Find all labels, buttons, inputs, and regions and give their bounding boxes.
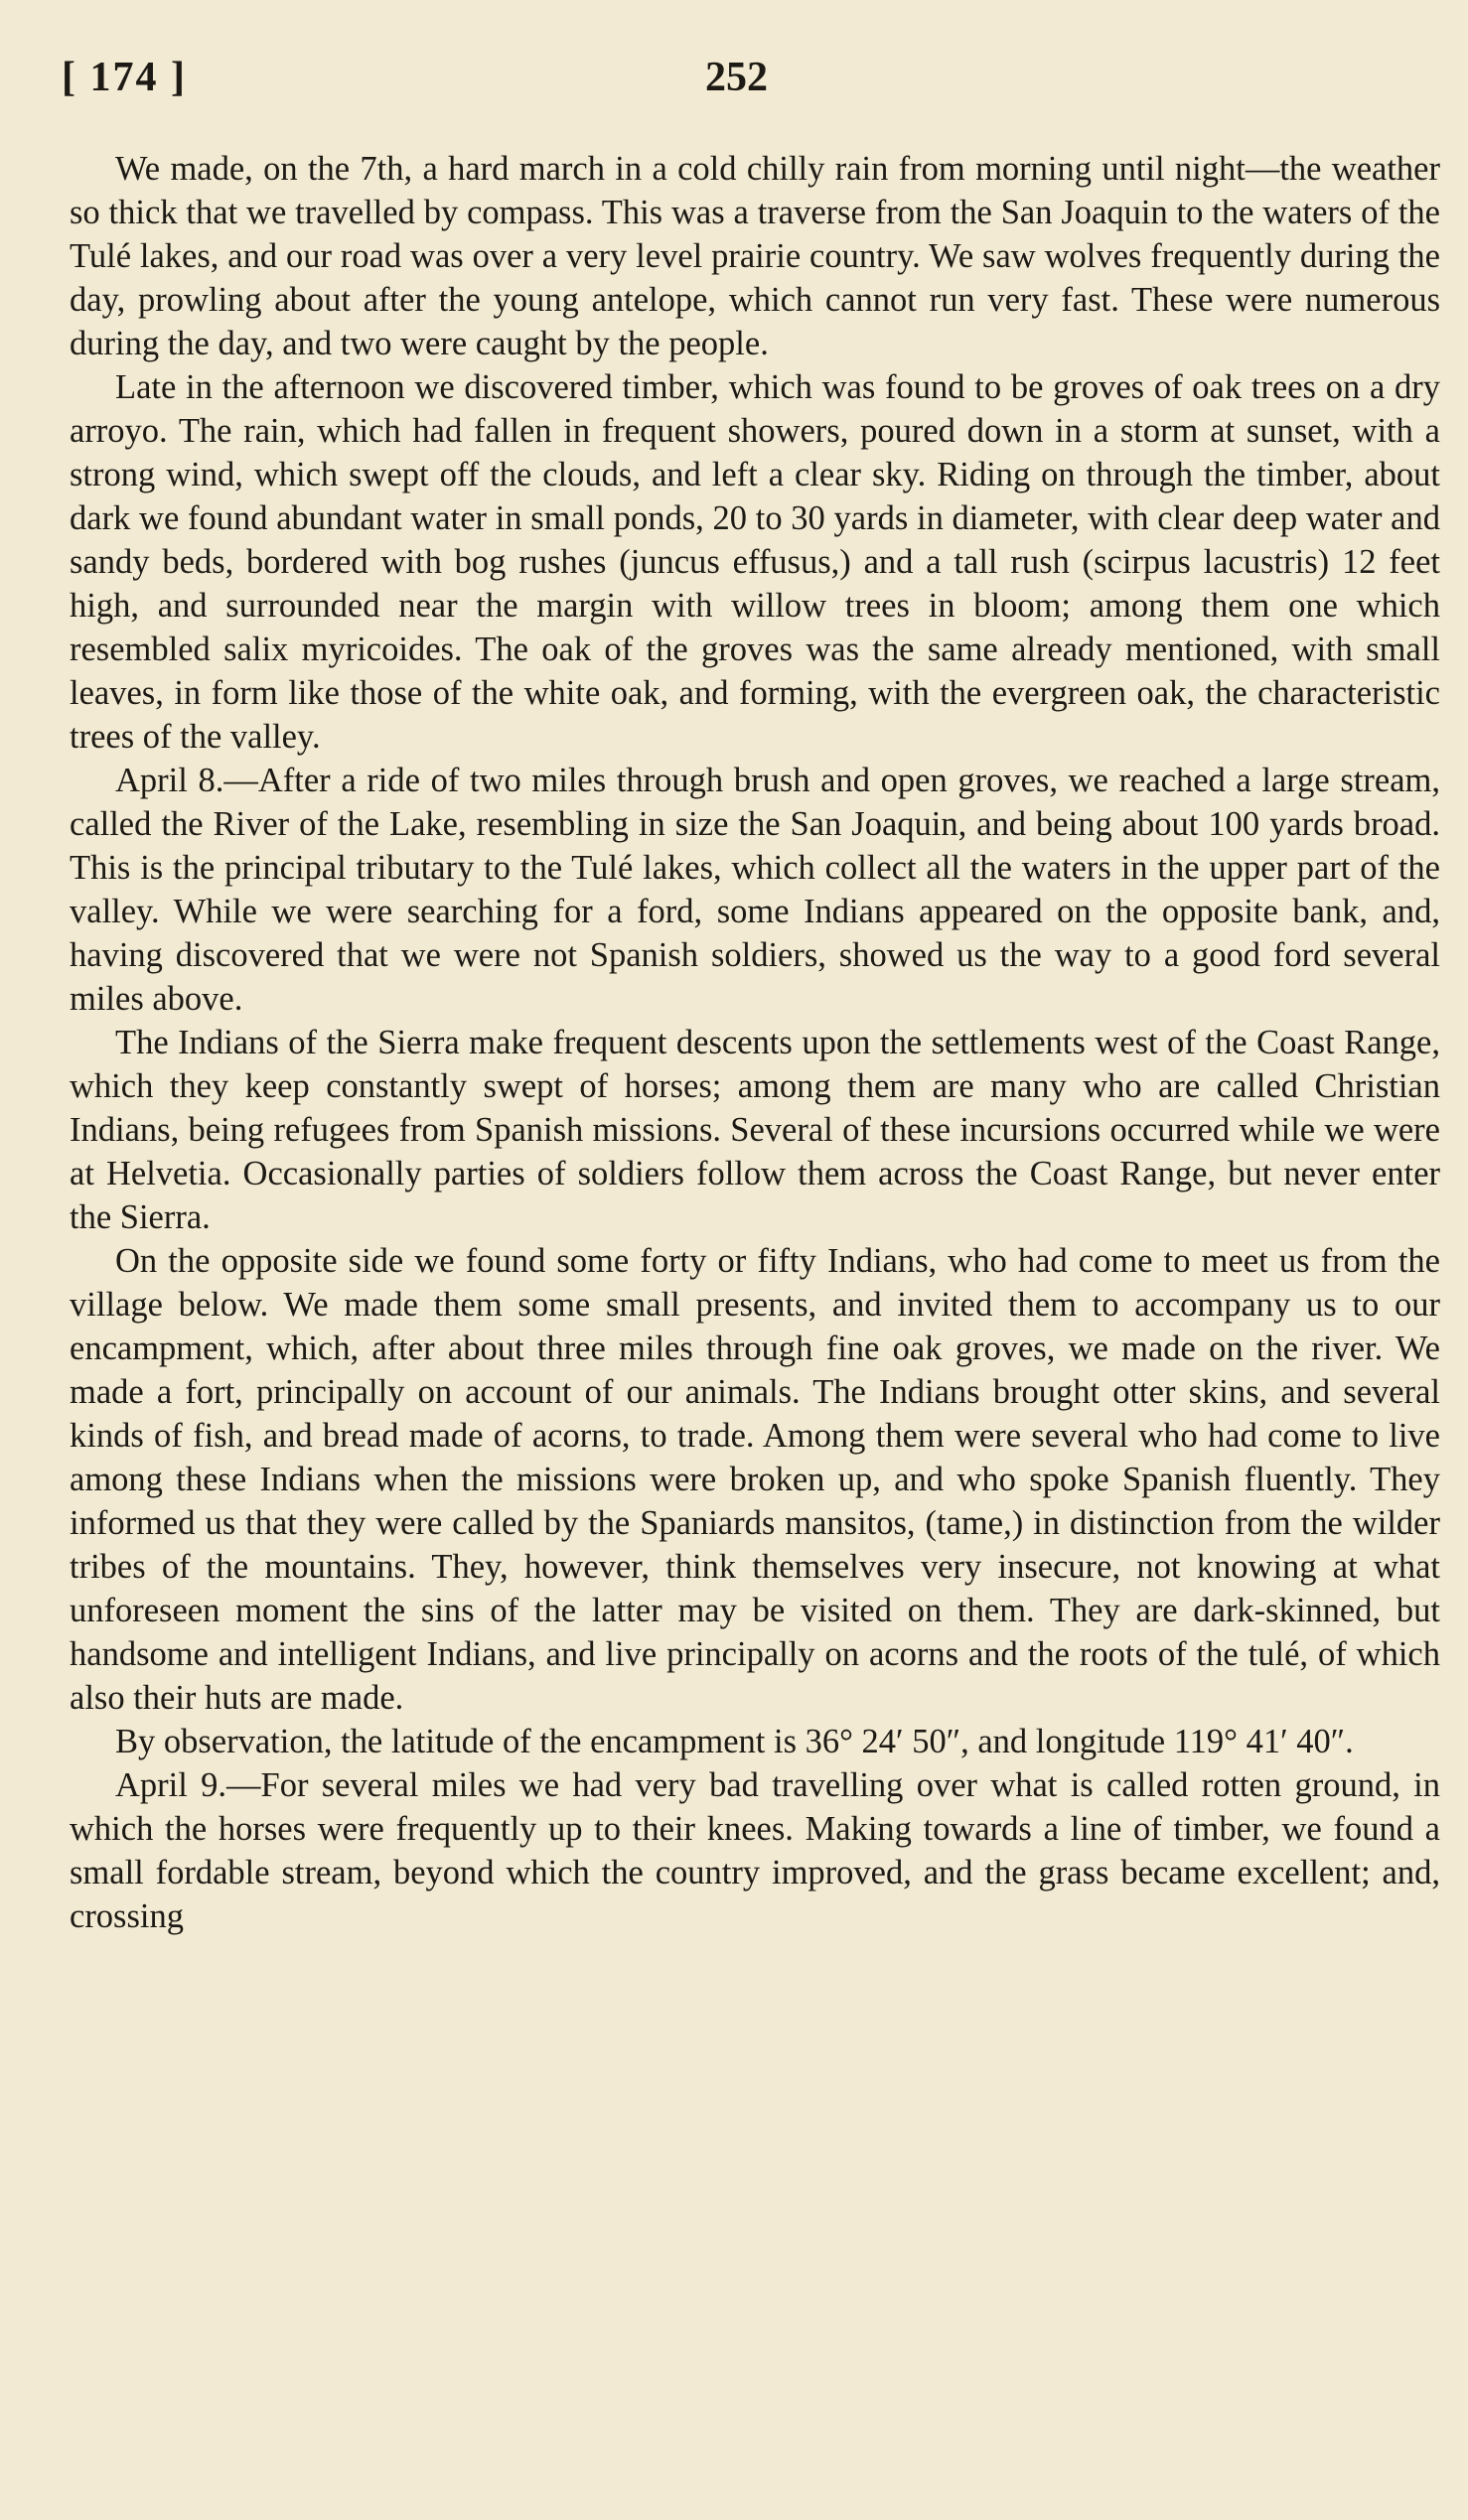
paragraph: We made, on the 7th, a hard march in a cold chilly rain from morning until night—the weather so thick that we travelled by compass. This was a traverse from the San Joaquin to the waters of the Tulé lakes, and our road was over a very level prairie country. We saw wolves frequently during the day, prowling about after the young antelope, which cannot run very fast. These were numerous during the day, and two were caught by the people. bbox=[70, 150, 1440, 362]
page-header bbox=[40, 50, 1468, 109]
paragraph: April 9.—For several miles we had very bad travelling over what is called rotten ground, in which the horses were frequently up to their knees. Making towards a line of timber, we found a small fordable stream, beyond which the country improved, and the grass became excellent; and, crossing bbox=[70, 1766, 1440, 1935]
paragraph: By observation, the latitude of the encampment is 36° 24′ 50″, and longitude 119° 41′ 40″. bbox=[115, 1723, 1354, 1760]
bracketed-page-reference: [ 174 ] bbox=[62, 55, 187, 100]
page-number: 252 bbox=[705, 55, 768, 100]
paragraph: On the opposite side we found some forty or fifty Indians, who had come to meet us from the village below. We made them some small presents, and invited them to accompany us to our encampment, which, after about three miles through fine oak groves, we made on the river. We made a fort, principally on account of our animals. The Indians brought otter skins, and several kinds of fish, and bread made of acorns, to trade. Among them were several who had come to live among these Indians when the missions were broken up, and who spoke Spanish fluently. They informed us that they were called by the Spaniards mansitos, (tame,) in distinction from the wilder tribes of the mountains. They, however, think themselves very insecure, not knowing at what unforeseen moment the sins of the latter may be visited on them. They are dark-skinned, but handsome and intelligent Indians, and live principally on acorns and the roots of the tulé, of which also their huts are made. bbox=[70, 1242, 1440, 1717]
paragraph: The Indians of the Sierra make frequent descents upon the settlements west of the Coast Range, which they keep constantly swept of horses; among them are many who are called Christian Indians, being refugees from Spanish missions. Several of these incursions occurred while we were at Helvetia. Occasionally parties of soldiers follow them across the Coast Range, but never enter the Sierra. bbox=[70, 1024, 1440, 1236]
paragraph: April 8.—After a ride of two miles through brush and open groves, we reached a large stream, called the River of the Lake, resembling in size the San Joaquin, and being about 100 yards broad. This is the principal tributary to the Tulé lakes, which collect all the waters in the upper part of the valley. While we were searching for a ford, some Indians appeared on the opposite bank, and, having discovered that we were not Spanish soldiers, showed us the way to a good ford several miles above. bbox=[70, 762, 1440, 1018]
paragraph: Late in the afternoon we discovered timber, which was found to be groves of oak trees on a dry arroyo. The rain, which had fallen in frequent showers, poured down in a storm at sunset, with a strong wind, which swept off the clouds, and left a clear sky. Riding on through the timber, about dark we found abundant water in small ponds, 20 to 30 yards in diameter, with clear deep water and sandy beds, bordered with bog rushes (juncus effusus,) and a tall rush (scirpus lacustris) 12 feet high, and surrounded near the margin with willow trees in bloom; among them one which resembled salix myricoides. The oak of the groves was the same already mentioned, with small leaves, in form like those of the white oak, and forming, with the evergreen oak, the characteristic trees of the valley. bbox=[70, 368, 1440, 756]
body-text bbox=[70, 147, 1440, 1938]
